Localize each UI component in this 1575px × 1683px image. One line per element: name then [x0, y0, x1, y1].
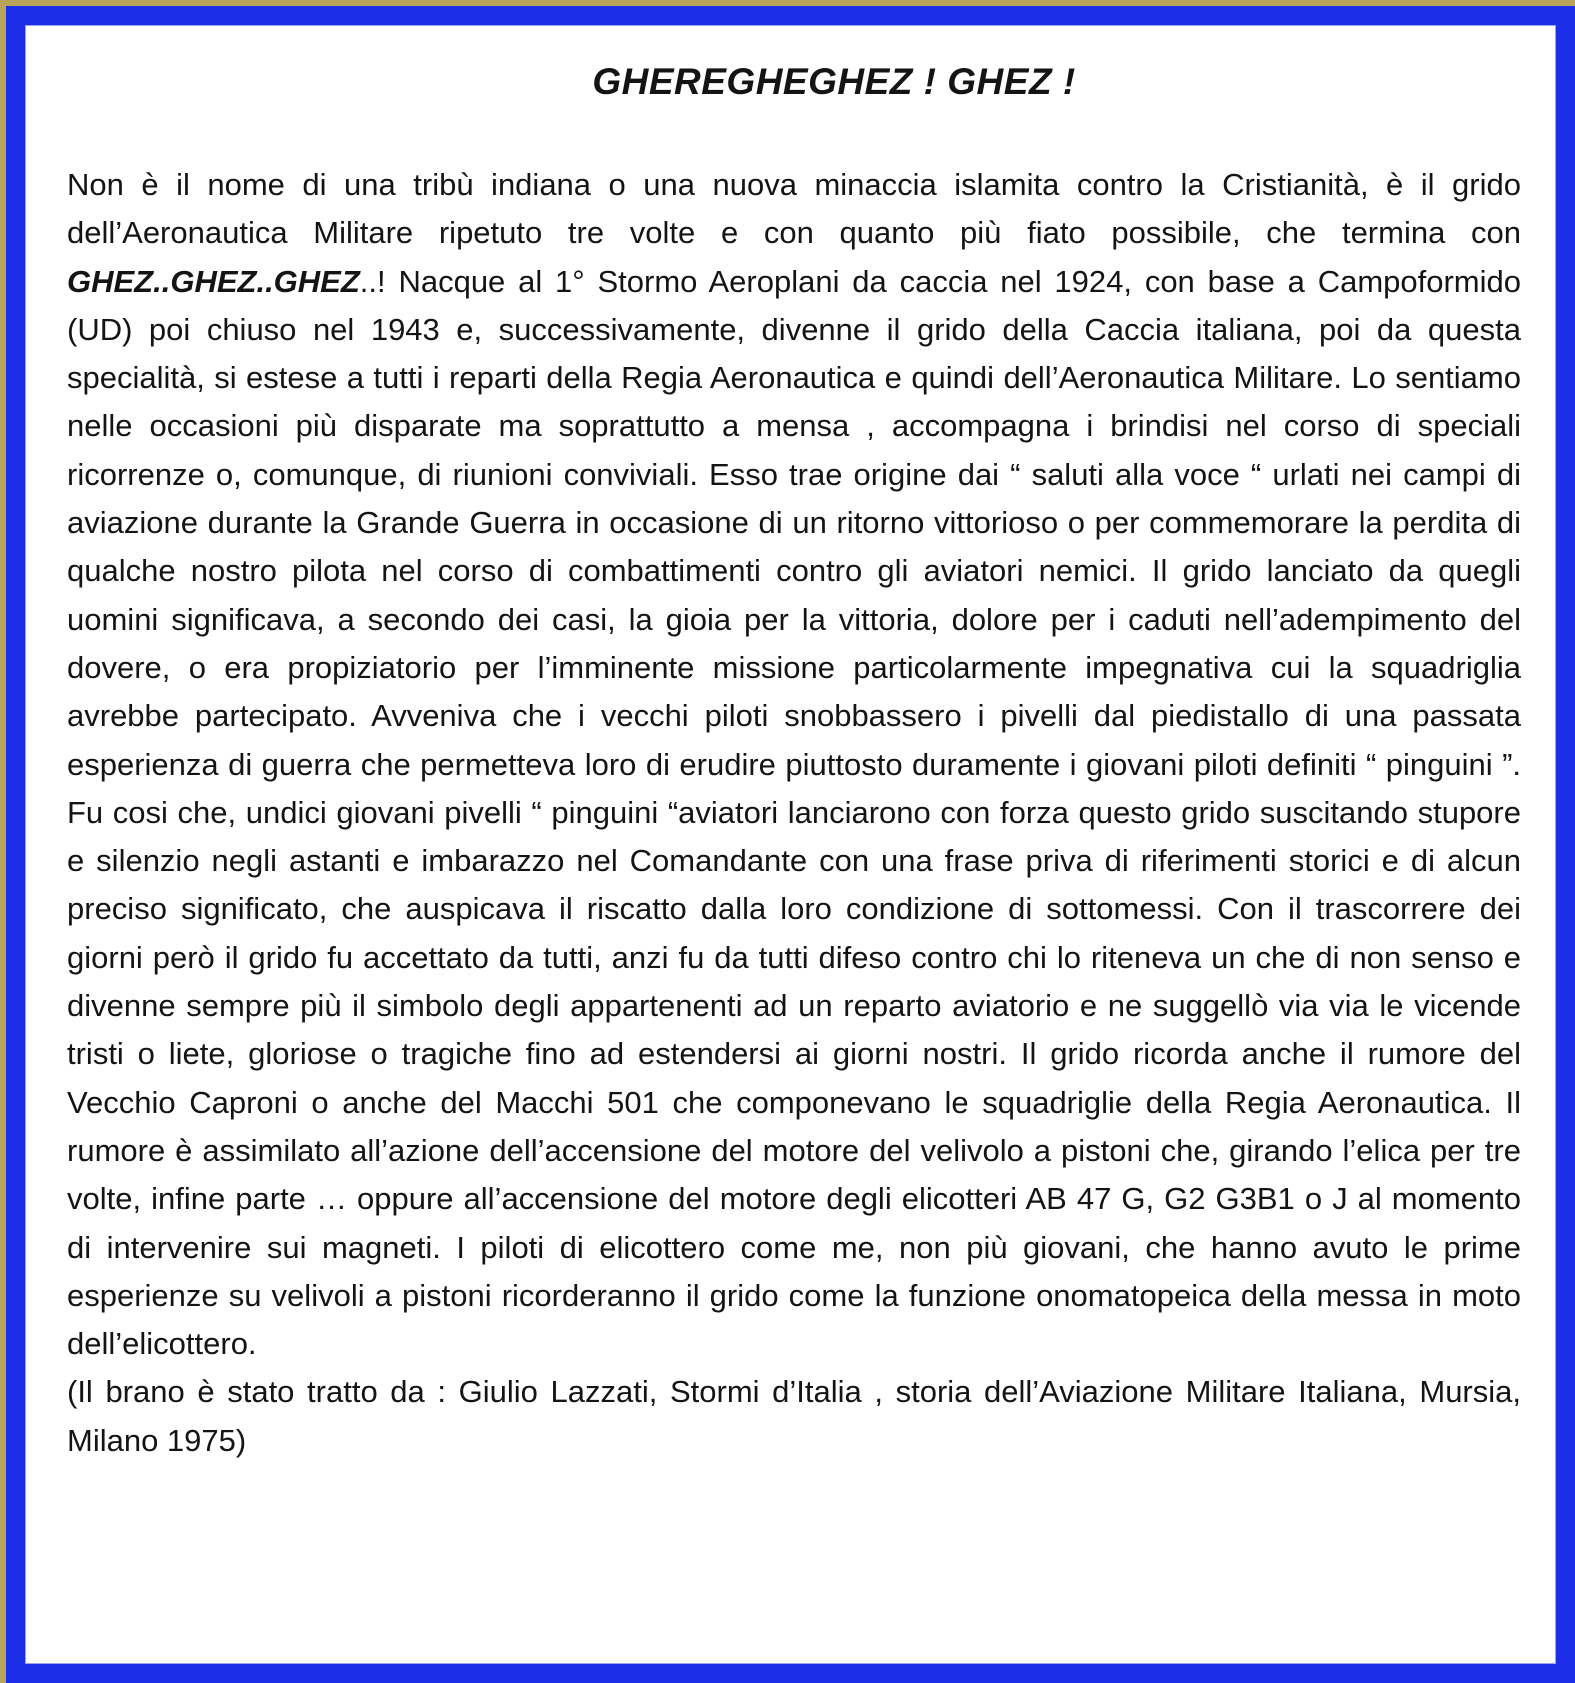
paragraph-text-end: ..! Nacque al 1° Stormo Aeroplani da caccia nel 1924, con base a Campoformido (UD) poi chiuso nel 1943 e, successivamente, divenne il grido della Caccia italiana, poi da questa specialità, si estese a tutti i reparti della Regia Aeronautica e quindi dell’Aeronautica Militare. Lo sentiamo nelle occasioni più disparate ma soprattutto a mensa , accompagna i brindisi nel corso di speciali ricorrenze o, comunque, di riunioni conviviali. Esso trae origine dai “ saluti alla voce “ urlati nei campi di aviazione durante la Grande Guerra in occasione di un ritorno vittorioso o per commemorare la perdita di qualche nostro pilota nel corso di combattimenti contro gli aviatori nemici. Il grido lanciato da quegli uomini significava, a secondo dei casi, la gioia per la vittoria, dolore per i caduti nell’adempimento del dovere, o era propiziatorio per l’imminente missione particolarmente impegnativa cui la squadriglia avrebbe partecipato. Avveniva che i vecchi piloti snobbassero i pivelli dal piedistallo di una passata esperienza di guerra che permetteva loro di erudire piuttosto duramente i giovani piloti definiti “ pinguini ”. Fu cosi che, undici giovani pivelli “ pinguini “aviatori lanciarono con forza questo grido suscitando stupore e silenzio negli astanti e imbarazzo nel Comandante con una frase priva di riferimenti storici e di alcun preciso significato, che auspicava il riscatto dalla loro condizione di sottomessi. Con il trascorrere dei giorni però il grido fu accettato da tutti, anzi fu da tutti difeso contro chi lo riteneva un che di non senso e divenne sempre più il simbolo degli appartenenti ad un reparto aviatorio e ne suggellò via via le vicende tristi o liete, gloriose o tragiche fino ad estendersi ai giorni nostri. Il grido ricorda anche il rumore del Vecchio Caproni o anche del Macchi 501 che componevano le squadriglie della Regia Aeronautica. Il rumore è assimilato all’azione dell’accensione del motore del velivolo a pistoni che, girando l’elica per tre volte, infine parte … oppure all’accensione del motore degli elicotteri AB 47 G, G2 G3B1 o J al momento di intervenire sui magneti. I piloti di elicottero come me, non più giovani, che hanno avuto le prime esperienze su velivoli a pistoni ricorderanno il grido come la funzione onomatopeica della messa in moto dell’elicottero. [67, 263, 1521, 1362]
main-paragraph [67, 161, 1521, 1368]
paragraph-emphasis: GHEZ..GHEZ..GHEZ [67, 263, 360, 299]
document-title: GHEREGHEGHEZ ! GHEZ ! [592, 61, 1076, 102]
source-citation: (Il brano è stato tratto da : Giulio Lazzati, Stormi d’Italia , storia dell’Aviazione Militare Italiana, Mursia, Milano 1975) [67, 1374, 1521, 1458]
paragraph-text-start: Non è il nome di una tribù indiana o una nuova minaccia islamita contro la Cristianità, è il grido dell’Aeronautica Militare ripetuto tre volte e con quanto più fiato possibile, che termina con [67, 167, 1521, 251]
document-content [67, 58, 1521, 1465]
